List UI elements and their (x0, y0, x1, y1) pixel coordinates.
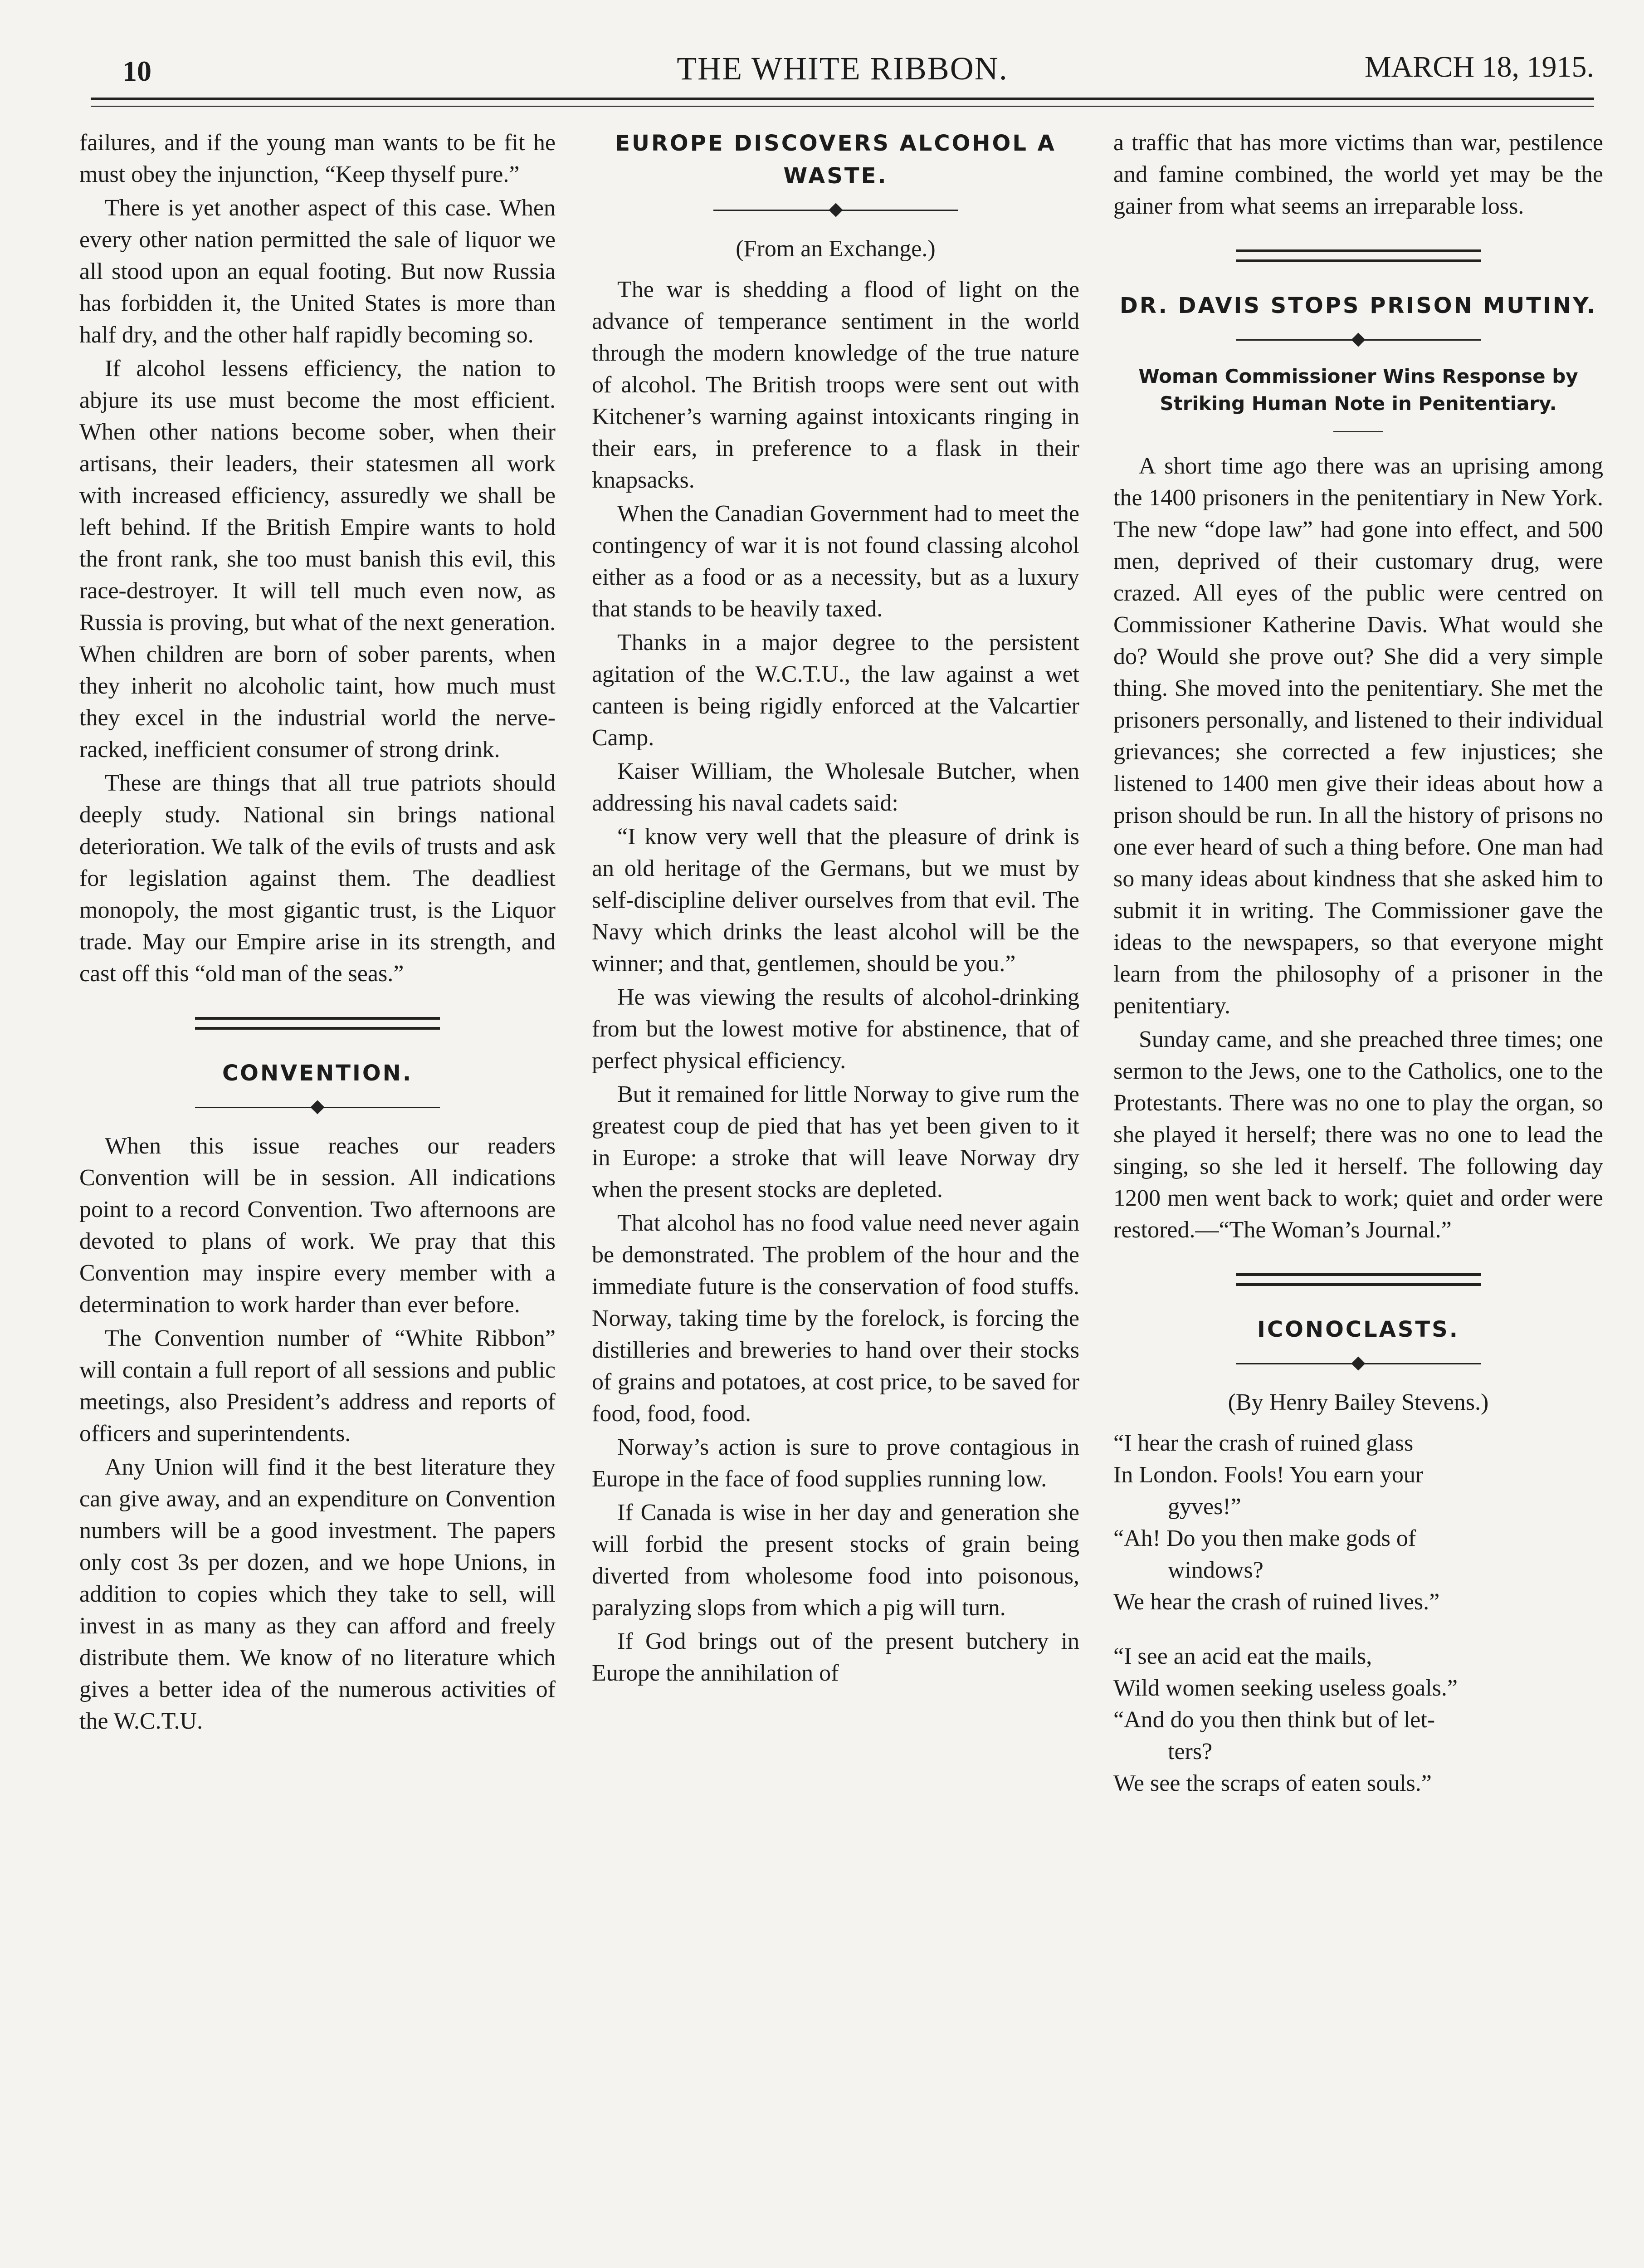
poem-line: Wild women seeking useless goals.” (1113, 1675, 1458, 1701)
poem-line: ters? (1168, 1739, 1213, 1765)
section-separator (1236, 1273, 1481, 1286)
poem-line: gyves!” (1168, 1494, 1241, 1520)
issue-date: MARCH 18, 1915. (1364, 50, 1594, 83)
paragraph: When this issue reaches our readers Convention will be in session. All indications point to a record Convention. Two afternoons are devoted to plans of work. We pray that this Convention may inspire every member with a determination to work harder than ever before. (79, 1133, 556, 1318)
ornament-rule (1236, 1355, 1481, 1373)
poem-byline: (By Henry Bailey Stevens.) (1228, 1389, 1489, 1415)
paragraph: failures, and if the young man wants to be fit he must obey the injunction, “Keep thyself pure.” (79, 130, 556, 187)
paragraph: But it remained for little Norway to give rum the greatest coup de pied that has yet been given to it in Europe: a stroke that will leave Norway dry when the present stocks are depleted. (592, 1081, 1079, 1202)
iconoclasts-heading: ICONOCLASTS. (1257, 1317, 1459, 1342)
header-rule (91, 98, 1594, 107)
poem-line: In London. Fools! You earn your (1113, 1462, 1424, 1488)
page-header (91, 50, 1594, 100)
paragraph: Kaiser William, the Wholesale Butcher, when addressing his naval cadets said: (592, 758, 1079, 816)
paragraph: These are things that all true patriots should deeply study. National sin brings national deterioration. We talk of the evils of trusts and ask for legislation against them. The deadliest monopoly, the most gigantic trust, is the Liquor trade. May our Empire arise in its strength, and cast off this “old man of the seas.” (79, 770, 556, 987)
paragraph: When the Canadian Government had to meet the contingency of war it is not found classing alcohol either as a food or as a necessity, but as a luxury that stands to be heavily taxed. (592, 501, 1079, 622)
column-3 (1113, 127, 1603, 1799)
paragraph: The Convention number of “White Ribbon” will contain a full report of all sessions and public meetings, also President’s address and reports of officers and superintendents. (79, 1325, 556, 1447)
convention-heading: CONVENTION. (222, 1061, 413, 1086)
stanza-gap (1113, 1618, 1603, 1641)
paragraph: If God brings out of the present butchery in Europe the annihilation of (592, 1628, 1079, 1686)
quote-paragraph: “I know very well that the pleasure of drink is an old heritage of the Germans, but we must by self-discipline deliver ourselves from that evil. The Navy which drinks the least alcohol will be the winner; and that, gentlemen, should be you.” (592, 824, 1079, 977)
europe-heading: EUROPE DISCOVERS ALCOHOL A WASTE. (615, 131, 1056, 189)
page-number: 10 (122, 55, 151, 87)
paragraph: Any Union will find it the best literature they can give away, and an expenditure on Convention numbers will be a good investment. The papers only cost 3s per dozen, and we hope Unions, in addition to copies which they take to sell, will invest in as many as they can afford and freely distribute them. We know of no literature which gives a better idea of the numerous activities of the W.C.T.U. (79, 1454, 556, 1734)
poem-line: “I see an acid eat the mails, (1113, 1643, 1372, 1669)
poem-line: “I hear the crash of ruined glass (1113, 1430, 1414, 1456)
paragraph: a traffic that has more victims than war, pestilence and famine combined, the world yet may be the gainer from what seems an irreparable loss. (1113, 130, 1603, 219)
column-2 (592, 127, 1079, 1691)
davis-heading: DR. DAVIS STOPS PRISON MUTINY. (1119, 293, 1597, 318)
paragraph: A short time ago there was an uprising among the 1400 prisoners in the penitentiary in New York. The new “dope law” had gone into effect, and 500 men, deprived of their customary drug, were crazed. All eyes of the public were centred on Commissioner Katherine Davis. What would she do? Would she prove out? She did a very simple thing. She moved into the penitentiary. She met the prisoners personally, and listened to their individual grievances; she corrected a few injustices; she listened to 1400 men give their ideas about how a prison should be run. In all the history of prisons no one ever heard of such a thing before. One man had so many ideas about kindness that she asked him to submit it in writing. The Commissioner gave the ideas to the newspapers, so that everyone might learn from the philosophy of a prisoner in the penitentiary. (1113, 453, 1603, 1019)
paragraph: Thanks in a major degree to the persistent agitation of the W.C.T.U., the law against a wet canteen is being rigidly enforced at the Valcartier Camp. (592, 630, 1079, 751)
paragraph: If Canada is wise in her day and generation she will forbid the present stocks of grain being diverted from wholesome food into poisonous, paralyzing slops from which a pig will turn. (592, 1500, 1079, 1621)
poem-line: windows? (1168, 1557, 1263, 1583)
poem-line: We see the scraps of eaten souls.” (1113, 1770, 1432, 1796)
paragraph: He was viewing the results of alcohol-drinking from but the lowest motive for abstinence, that of perfect physical efficiency. (592, 984, 1079, 1074)
masthead: THE WHITE RIBBON. (677, 50, 1008, 87)
ornament-rule (195, 1099, 440, 1117)
paragraph: There is yet another aspect of this case. When every other nation permitted the sale of liquor we all stood upon an equal footing. But now Russia has forbidden it, the United States is more than half dry, and the other half rapidly becoming so. (79, 195, 556, 348)
paragraph: Sunday came, and she preached three times; one sermon to the Jews, one to the Catholics, one to the Protestants. There was no one to play the organ, so she played it herself; there was no one to lead the singing, so she led it herself. The following day 1200 men went back to work; quiet and order were restored.—“The Woman’s Journal.” (1113, 1026, 1603, 1243)
short-rule (1333, 431, 1383, 432)
ornament-rule (1236, 331, 1481, 349)
paragraph: That alcohol has no food value need never again be demonstrated. The problem of the hour and the immediate future is the conservation of food stuffs. Norway, taking time by the forelock, is forcing the distilleries and breweries to hand over their stocks of grains and potatoes, at cost price, to be saved for food, food, food. (592, 1210, 1079, 1427)
davis-subheading: Woman Commissioner Wins Response by Striking Human Note in Penitentiary. (1138, 365, 1578, 415)
section-separator (195, 1017, 440, 1030)
poem (1113, 1427, 1603, 1799)
ornament-rule (713, 201, 958, 220)
paragraph: Norway’s action is sure to prove contagious in Europe in the face of food supplies running low. (592, 1434, 1079, 1492)
paragraph: The war is shedding a flood of light on the advance of temperance sentiment in the world through the modern knowledge of the true nature of alcohol. The British troops were sent out with Kitchener’s warning against intoxicants ringing in their ears, in preference to a flask in their knapsacks. (592, 277, 1079, 493)
poem-line: “Ah! Do you then make gods of (1113, 1525, 1416, 1551)
article-source: (From an Exchange.) (736, 236, 936, 262)
poem-line: “And do you then think but of let- (1113, 1707, 1435, 1733)
paragraph: If alcohol lessens efficiency, the nation to abjure its use must become the most efficient. When other nations become sober, when their artisans, their leaders, their statesmen all work with increased efficiency, assuredly we shall be left behind. If the British Empire wants to hold the front rank, she too must banish this evil, this race-destroyer. It will tell much even now, as Russia is proving, but what of the next generation. When children are born of sober parents, when they inherit no alcoholic taint, how much must they excel in the industrial world the nerve-racked, inefficient consumer of strong drink. (79, 356, 556, 763)
poem-line: We hear the crash of ruined lives.” (1113, 1589, 1440, 1615)
column-1 (79, 127, 556, 1739)
section-separator (1236, 249, 1481, 262)
